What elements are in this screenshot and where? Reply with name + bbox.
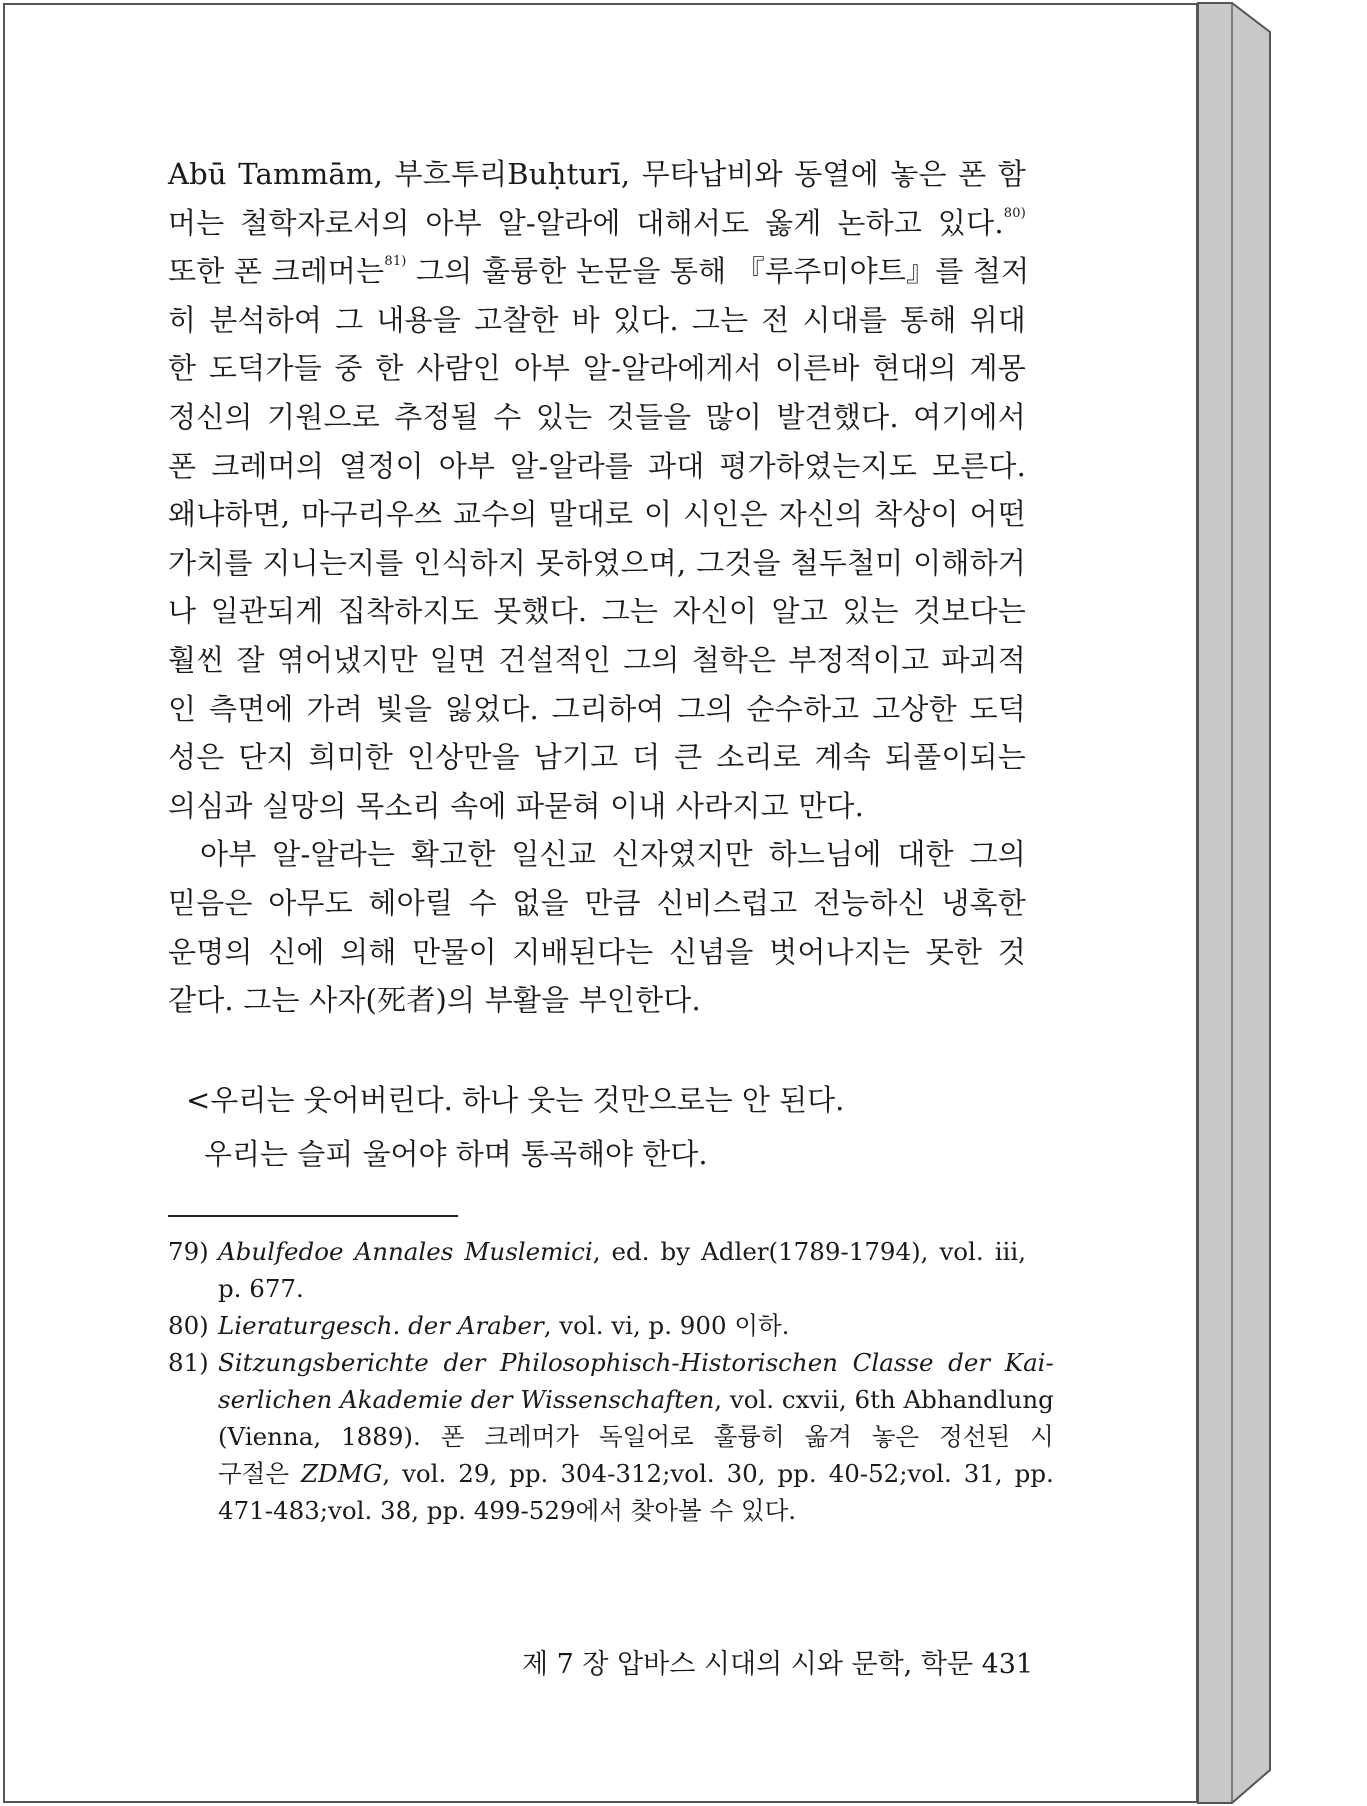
footnotes — [168, 1233, 1054, 1529]
body-line: 같다. 그는 사자(死者)의 부활을 부인한다. — [168, 983, 701, 1018]
body-line: 아부 알-알라는 확고한 일신교 신자였지만 하느님에 대한 그의 — [200, 837, 1026, 872]
body-line: 왜냐하면, 마구리우쓰 교수의 말대로 이 시인은 자신의 착상이 어떤 — [168, 497, 1026, 532]
body-line: Abū Tammām, 부흐투리Buḥturī, 무타납비와 동열에 놓은 폰 함 — [168, 157, 1026, 191]
body-line: 의심과 실망의 목소리 속에 파묻혀 이내 사라지고 만다. — [168, 788, 865, 823]
body-line: 성은 단지 희미한 인상만을 남기고 더 큰 소리로 계속 되풀이되는 — [168, 740, 1026, 775]
body-line: 또한 폰 크레머는$^{81)}$ 그의 훌륭한 논문을 통해 『루주미야트』를 철저 — [168, 254, 1030, 289]
footnote-ref-80[interactable]: 80) — [1003, 205, 1026, 221]
body-line: 정신의 기원으로 추정될 수 있는 것들을 많이 발견했다. 여기에서 — [168, 399, 1026, 434]
footnote-title: Sitzungsberichte der Philosophisch-Historischen Classe der Kai- — [218, 1347, 1054, 1377]
footnote-number: 81) — [168, 1347, 209, 1377]
quote-line: <우리는 웃어버린다. 하나 웃는 것만으로는 안 된다. — [186, 1082, 845, 1117]
body-line: 히 분석하여 그 내용을 고찰한 바 있다. 그는 전 시대를 통해 위대 — [168, 302, 1026, 337]
body-line: 머는 철학자로서의 아부 알-알라에 대해서도 옳게 논하고 있다.$^{80)}$ — [168, 205, 1026, 240]
body-line: 한 도덕가들 중 한 사람인 아부 알-알라에게서 이른바 현대의 계몽 — [168, 351, 1026, 386]
body-line: 훨씬 잘 엮어냈지만 일면 건설적인 그의 철학은 부정적이고 파괴적 — [168, 642, 1026, 677]
body-line: 나 일관되게 집착하지도 못했다. 그는 자신이 알고 있는 것보다는 — [168, 594, 1026, 629]
page-content — [168, 150, 1054, 1529]
footnote-title: Lieraturgesch. der Araber — [218, 1310, 544, 1340]
footnote-81: 81) Sitzungsberichte der Philosophisch-Historischen Classe der Kai- serlichen Akademie der Wissenschaften, vol. cxvii, 6th Abhandlung (Vienna, 1889). 폰 크레머가 독일어로 훌륭히 옮겨 놓은 정선된 시 구절은 ZDMG, vol. 29, pp. 304-312;vol. 30, pp. 40-52;vol. 31, pp. 471-483;vol. 38, pp. 499-529에서 찾아볼 수 있다. — [168, 1344, 1026, 1529]
quote-line: 우리는 슬피 울어야 하며 통곡해야 한다. — [204, 1136, 708, 1171]
body-line: 가치를 지니는지를 인식하지 못하였으며, 그것을 철두철미 이해하거 — [168, 545, 1026, 580]
body-line: 운명의 신에 의해 만물이 지배된다는 신념을 벗어나지는 못한 것 — [168, 934, 1026, 969]
poem-quote — [168, 1073, 1026, 1181]
footnote-number: 79) — [168, 1236, 209, 1266]
footnote-ref-81[interactable]: 81) — [384, 254, 407, 270]
footnote-79: 79) Abulfedoe Annales Muslemici, ed. by Adler(1789-1794), vol. iii, p. 677. — [168, 1233, 1026, 1307]
body-line: 인 측면에 가려 빛을 잃었다. 그리하여 그의 순수하고 고상한 도덕 — [168, 691, 1026, 726]
body-line: 믿음은 아무도 헤아릴 수 없을 만큼 신비스럽고 전능하신 냉혹한 — [168, 885, 1026, 920]
footnote-title: Abulfedoe Annales Muslemici — [218, 1236, 593, 1266]
footnote-divider — [168, 1215, 458, 1217]
running-footer: 제 7 장 압바스 시대의 시와 문학, 학문 431 — [522, 1649, 1034, 1680]
footnote-80: 80) Lieraturgesch. der Araber, vol. vi, p. 900 이하. — [168, 1307, 1026, 1344]
body-line: 폰 크레머의 열정이 아부 알-알라를 과대 평가하였는지도 모른다. — [168, 448, 1026, 483]
footnote-number: 80) — [168, 1310, 209, 1340]
